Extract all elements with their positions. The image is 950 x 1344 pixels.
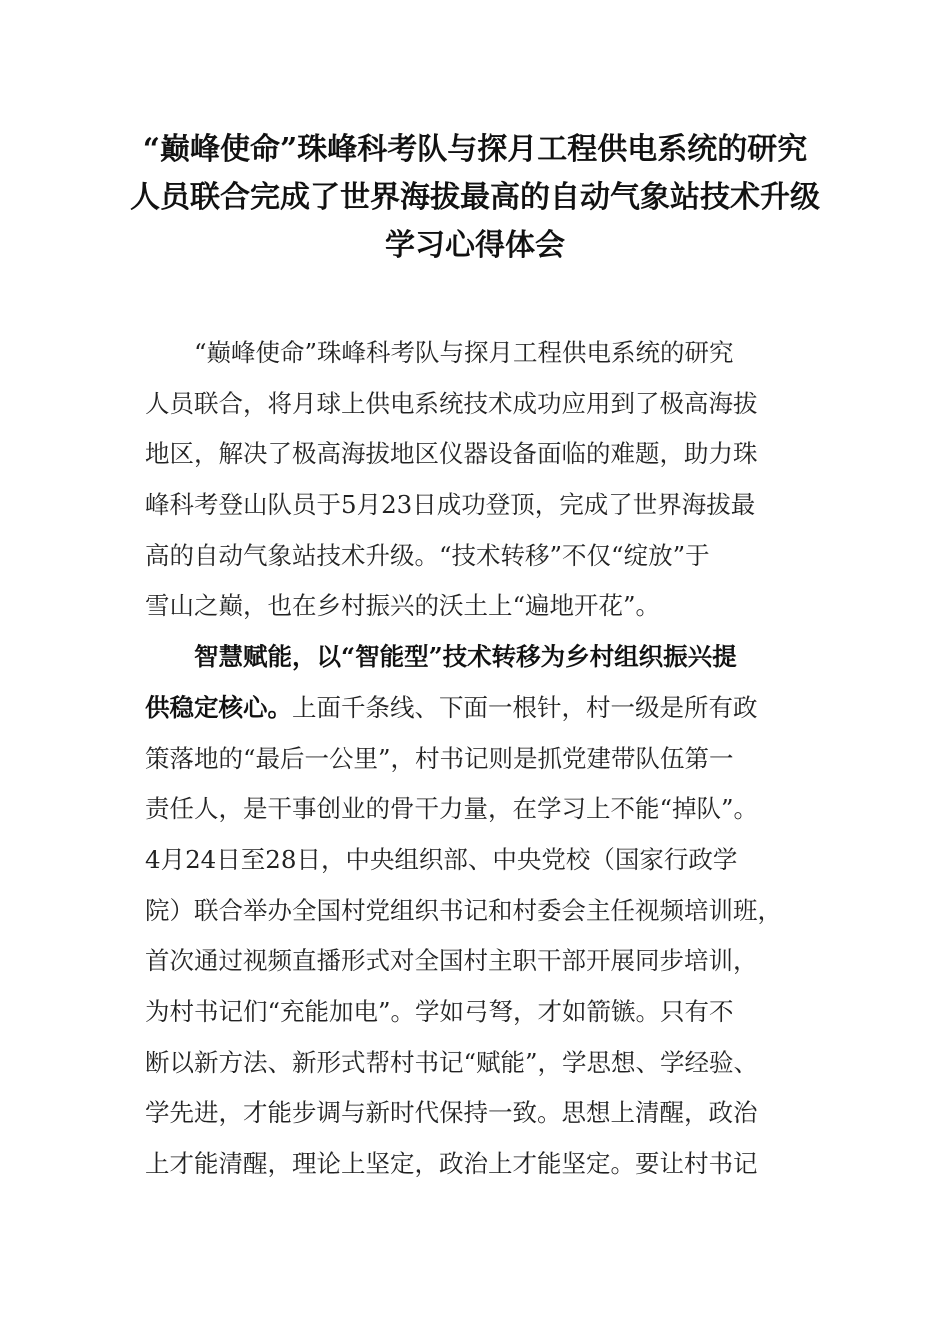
paragraph-line <box>145 683 805 734</box>
paragraph-line: “巅峰使命”珠峰科考队与探月工程供电系统的研究 <box>194 338 734 367</box>
paragraph-heading-end: 供稳定核心。 <box>145 692 292 722</box>
paragraph-line: 断以新方法、新形式帮村书记“赋能”，学思想、学经验、 <box>145 1047 759 1077</box>
paragraph-line: 4月24日至28日，中央组织部、中央党校（国家行政学 <box>145 844 738 874</box>
paragraph-line: 责任人，是干事创业的骨干力量，在学习上不能“掉队”。 <box>145 794 759 824</box>
paragraph-2 <box>145 632 805 1190</box>
paragraph-line: 为村书记们“充能加电”。学如弓弩，才如箭镞。只有不 <box>145 996 734 1026</box>
paragraph-line: 峰科考登山队员于5月23日成功登顶，完成了世界海拔最 <box>145 490 756 520</box>
paragraph-line: 学先进，才能步调与新时代保持一致。思想上清醒，政治 <box>145 1098 758 1128</box>
paragraph-line: 策落地的“最后一公里”，村书记则是抓党建带队伍第一 <box>145 743 734 773</box>
document-body <box>145 328 805 1190</box>
title-line: 学习心得体会 <box>385 228 565 263</box>
paragraph-line: 院）联合举办全国村党组织书记和村委会主任视频培训班， <box>145 895 782 925</box>
title-line: 人员联合完成了世界海拔最高的自动气象站技术升级 <box>130 180 820 215</box>
paragraph-line: 高的自动气象站技术升级。“技术转移”不仅“绽放”于 <box>145 540 710 570</box>
paragraph-text: 上面千条线、下面一根针，村一级是所有政 <box>292 692 758 722</box>
paragraph-1 <box>145 328 805 632</box>
paragraph-line: 首次通过视频直播形式对全国村主职干部开展同步培训， <box>145 946 758 976</box>
document-title <box>100 126 850 270</box>
paragraph-line: 地区，解决了极高海拔地区仪器设备面临的难题，助力珠 <box>145 439 758 469</box>
paragraph-line: 雪山之巅，也在乡村振兴的沃土上“遍地开花”。 <box>145 591 661 621</box>
paragraph-heading-line: 智慧赋能，以“智能型”技术转移为乡村组织振兴提 <box>194 642 737 672</box>
paragraph-line: 上才能清醒，理论上坚定，政治上才能坚定。要让村书记 <box>145 1149 758 1178</box>
paragraph-line: 人员联合，将月球上供电系统技术成功应用到了极高海拔 <box>145 388 758 418</box>
title-line: “巅峰使命”珠峰科考队与探月工程供电系统的研究 <box>142 132 808 167</box>
